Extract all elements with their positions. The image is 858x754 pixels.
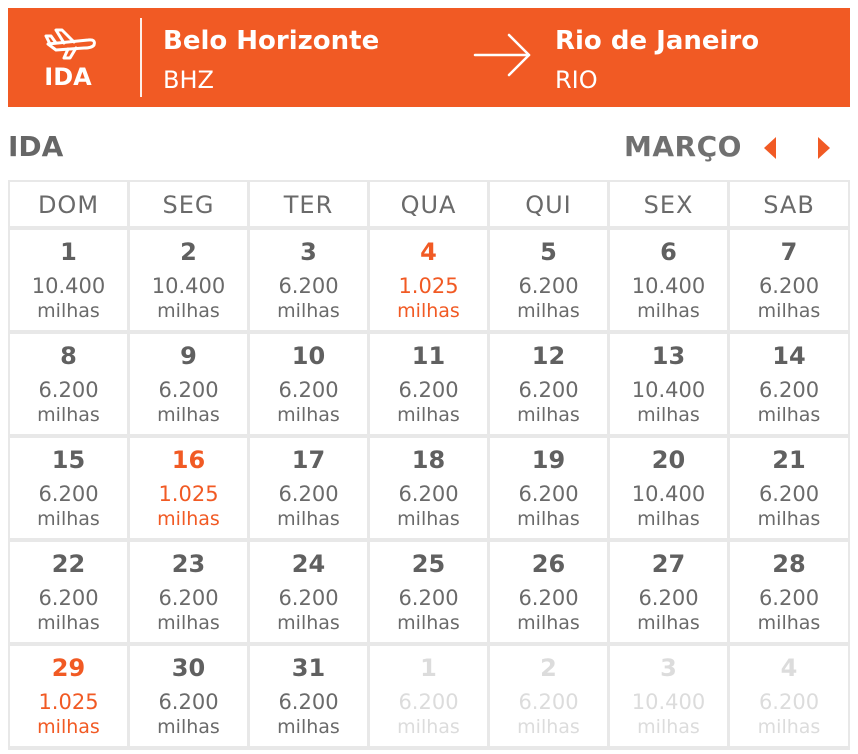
miles-unit: milhas: [397, 404, 460, 426]
arrow-right-icon: [473, 30, 533, 80]
day-number: 18: [411, 446, 446, 474]
day-cell[interactable]: [370, 438, 487, 538]
day-cell[interactable]: [10, 438, 127, 538]
miles-unit: milhas: [397, 508, 460, 530]
miles-price: 6.200: [278, 274, 339, 298]
miles-price: 6.200: [38, 586, 99, 610]
miles-unit: milhas: [157, 300, 220, 322]
day-number: 17: [291, 446, 326, 474]
miles-price: 1.025: [38, 690, 99, 714]
day-number: 19: [531, 446, 566, 474]
day-number: 16: [171, 446, 206, 474]
miles-unit: milhas: [757, 508, 821, 530]
day-cell[interactable]: [490, 438, 607, 538]
next-month-button[interactable]: [812, 134, 834, 162]
miles-price: 6.200: [278, 586, 339, 610]
day-number: 8: [60, 342, 77, 370]
miles-unit: milhas: [637, 612, 700, 634]
day-cell: [490, 646, 607, 746]
day-cell[interactable]: [730, 542, 848, 642]
day-cell[interactable]: [130, 438, 247, 538]
day-cell[interactable]: [130, 542, 247, 642]
miles-unit: milhas: [637, 300, 700, 322]
miles-unit: milhas: [277, 404, 340, 426]
miles-unit: milhas: [277, 508, 340, 530]
day-cell: [730, 646, 848, 746]
day-number: 24: [291, 550, 326, 578]
miles-unit: milhas: [157, 716, 220, 738]
miles-price: 6.200: [758, 482, 820, 506]
calendar-grid: [8, 180, 850, 750]
miles-price: 6.200: [278, 482, 339, 506]
miles-price: 1.025: [398, 274, 459, 298]
origin-city: Belo Horizonte: [163, 26, 380, 56]
day-number: 6: [660, 238, 677, 266]
day-cell[interactable]: [130, 334, 247, 434]
weekday-header: DOM: [10, 182, 127, 226]
miles-unit: milhas: [517, 716, 580, 738]
miles-price: 6.200: [518, 690, 579, 714]
day-cell[interactable]: [370, 334, 487, 434]
miles-price: 10.400: [631, 274, 706, 298]
day-number: 23: [171, 550, 206, 578]
day-cell[interactable]: [10, 334, 127, 434]
origin-code: BHZ: [163, 66, 214, 94]
miles-unit: milhas: [757, 612, 821, 634]
header-divider: [140, 18, 142, 97]
day-number: 15: [51, 446, 86, 474]
day-number: 10: [291, 342, 326, 370]
miles-unit: milhas: [277, 612, 340, 634]
day-number: 1: [420, 654, 437, 682]
miles-unit: milhas: [517, 300, 580, 322]
miles-price: 10.400: [631, 378, 706, 402]
miles-unit: milhas: [277, 716, 340, 738]
day-cell[interactable]: [130, 230, 247, 330]
day-cell[interactable]: [10, 646, 127, 746]
miles-price: 6.200: [638, 586, 699, 610]
day-cell[interactable]: [10, 230, 127, 330]
miles-unit: milhas: [37, 508, 100, 530]
day-cell[interactable]: [370, 230, 487, 330]
day-cell[interactable]: [730, 334, 848, 434]
miles-price: 6.200: [518, 378, 579, 402]
miles-price: 10.400: [31, 274, 106, 298]
day-number: 21: [772, 446, 806, 474]
day-number: 3: [300, 238, 317, 266]
day-cell[interactable]: [250, 646, 367, 746]
miles-unit: milhas: [757, 716, 821, 738]
day-number: 4: [780, 654, 798, 682]
miles-unit: milhas: [157, 612, 220, 634]
miles-price: 6.200: [518, 274, 579, 298]
caret-left-icon: [764, 137, 776, 159]
day-number: 28: [772, 550, 806, 578]
miles-unit: milhas: [517, 508, 580, 530]
day-number: 7: [780, 238, 798, 266]
miles-unit: milhas: [277, 300, 340, 322]
day-cell: [610, 646, 727, 746]
day-number: 25: [411, 550, 446, 578]
section-title: IDA: [8, 130, 64, 163]
miles-unit: milhas: [637, 404, 700, 426]
miles-unit: milhas: [757, 300, 821, 322]
route-header: [8, 8, 850, 107]
day-cell[interactable]: [610, 230, 727, 330]
miles-unit: milhas: [37, 612, 100, 634]
day-cell[interactable]: [490, 230, 607, 330]
day-number: 2: [540, 654, 557, 682]
miles-price: 10.400: [151, 274, 226, 298]
miles-unit: milhas: [517, 612, 580, 634]
day-number: 1: [60, 238, 77, 266]
miles-price: 6.200: [758, 690, 820, 714]
day-cell[interactable]: [250, 334, 367, 434]
miles-unit: milhas: [397, 612, 460, 634]
day-cell[interactable]: [490, 334, 607, 434]
day-number: 2: [180, 238, 197, 266]
day-cell[interactable]: [370, 542, 487, 642]
day-number: 26: [531, 550, 566, 578]
miles-price: 6.200: [518, 482, 579, 506]
destination-code: RIO: [555, 66, 598, 94]
miles-price: 6.200: [38, 378, 99, 402]
weekday-header: SEG: [130, 182, 247, 226]
miles-price: 6.200: [278, 378, 339, 402]
airplane-icon: [44, 22, 98, 62]
miles-price: 10.400: [631, 482, 706, 506]
day-number: 3: [660, 654, 677, 682]
miles-price: 6.200: [398, 378, 459, 402]
weekday-header: SEX: [610, 182, 727, 226]
day-number: 22: [51, 550, 86, 578]
day-number: 13: [651, 342, 686, 370]
miles-price: 6.200: [398, 482, 459, 506]
miles-unit: milhas: [637, 716, 700, 738]
day-cell[interactable]: [490, 542, 607, 642]
miles-price: 6.200: [158, 378, 219, 402]
day-number: 27: [651, 550, 686, 578]
miles-price: 6.200: [38, 482, 99, 506]
day-cell[interactable]: [730, 438, 848, 538]
weekday-header: QUI: [490, 182, 607, 226]
day-number: 20: [651, 446, 686, 474]
day-cell: [370, 646, 487, 746]
miles-price: 6.200: [758, 378, 820, 402]
miles-price: 6.200: [398, 690, 459, 714]
miles-unit: milhas: [397, 716, 460, 738]
miles-price: 6.200: [278, 690, 339, 714]
day-cell[interactable]: [610, 542, 727, 642]
direction-label: IDA: [44, 63, 92, 91]
day-number: 29: [51, 654, 86, 682]
miles-unit: milhas: [37, 716, 100, 738]
miles-price: 6.200: [398, 586, 459, 610]
day-cell[interactable]: [610, 334, 727, 434]
miles-price: 1.025: [158, 482, 219, 506]
day-number: 11: [411, 342, 446, 370]
day-number: 31: [291, 654, 326, 682]
miles-unit: milhas: [157, 508, 220, 530]
weekday-header: QUA: [370, 182, 487, 226]
day-cell[interactable]: [130, 646, 247, 746]
weekday-header: SAB: [730, 182, 848, 226]
month-label: MARÇO: [624, 130, 742, 163]
miles-unit: milhas: [517, 404, 580, 426]
day-cell[interactable]: [250, 542, 367, 642]
day-number: 12: [531, 342, 566, 370]
miles-price: 6.200: [758, 586, 820, 610]
miles-price: 6.200: [758, 274, 820, 298]
day-cell[interactable]: [610, 438, 727, 538]
miles-price: 6.200: [158, 690, 219, 714]
previous-month-button[interactable]: [760, 134, 782, 162]
miles-unit: milhas: [637, 508, 700, 530]
miles-unit: milhas: [157, 404, 220, 426]
day-number: 4: [420, 238, 437, 266]
day-cell[interactable]: [730, 230, 848, 330]
direction-badge: [8, 8, 141, 107]
miles-price: 10.400: [631, 690, 706, 714]
day-number: 14: [772, 342, 806, 370]
miles-unit: milhas: [37, 300, 100, 322]
miles-unit: milhas: [37, 404, 100, 426]
miles-unit: milhas: [397, 300, 460, 322]
day-cell[interactable]: [250, 230, 367, 330]
day-number: 5: [540, 238, 557, 266]
miles-unit: milhas: [757, 404, 821, 426]
day-cell[interactable]: [250, 438, 367, 538]
miles-price: 6.200: [518, 586, 579, 610]
miles-price: 6.200: [158, 586, 219, 610]
destination-city: Rio de Janeiro: [555, 26, 760, 56]
day-number: 30: [171, 654, 206, 682]
day-cell[interactable]: [10, 542, 127, 642]
day-number: 9: [180, 342, 197, 370]
weekday-header: TER: [250, 182, 367, 226]
caret-right-icon: [818, 137, 830, 159]
